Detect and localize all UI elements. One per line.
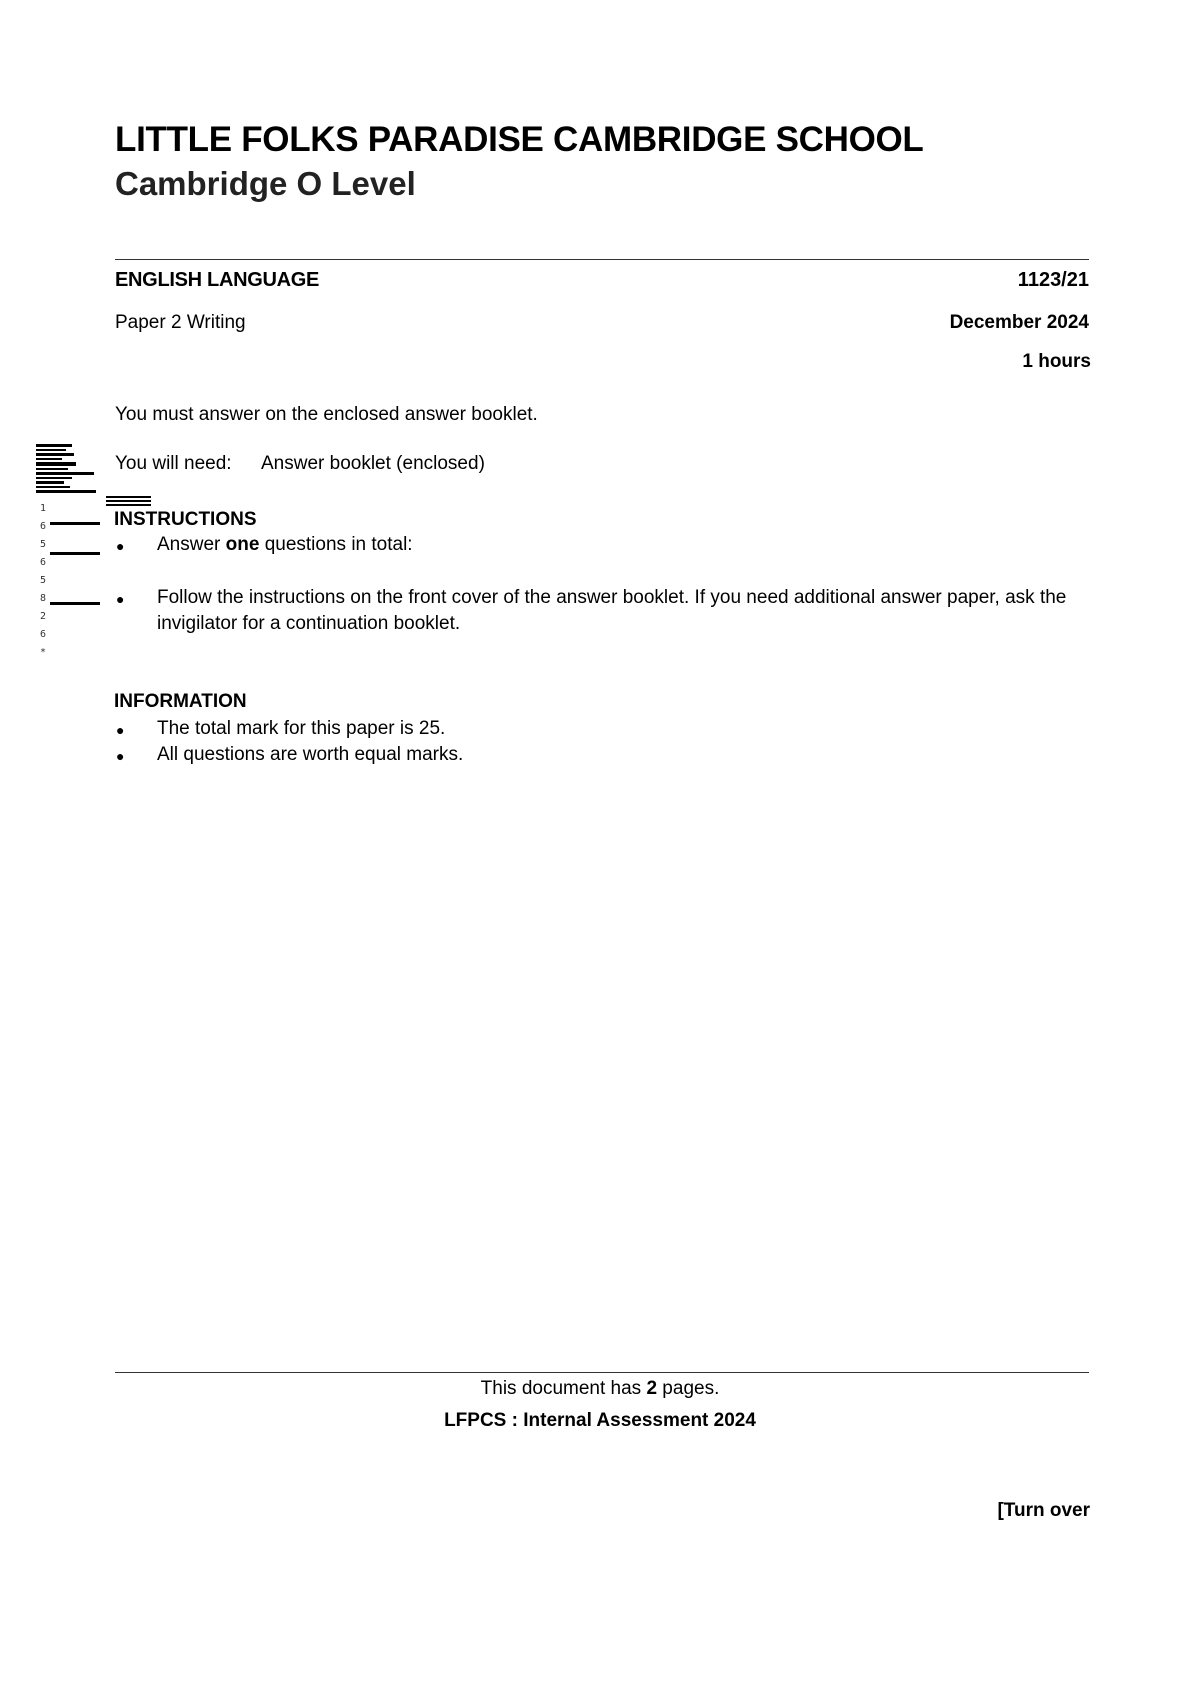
instruction-item-1: Answer one questions in total: bbox=[157, 534, 413, 555]
answer-note: You must answer on the enclosed answer booklet. bbox=[115, 404, 538, 425]
bullet-icon: ● bbox=[116, 722, 125, 738]
need-label: You will need: bbox=[115, 453, 232, 474]
school-name: LITTLE FOLKS PARADISE CAMBRIDGE SCHOOL bbox=[115, 120, 924, 159]
instructions-heading: INSTRUCTIONS bbox=[114, 509, 257, 530]
information-item-2: All questions are worth equal marks. bbox=[157, 744, 464, 765]
bullet-icon: ● bbox=[116, 591, 125, 607]
exam-date: December 2024 bbox=[949, 312, 1089, 333]
paper-code: 1123/21 bbox=[1017, 269, 1089, 291]
instruction-item-2: Follow the instructions on the front cover of the answer booklet. If you need additional answer paper, ask the invigilator for a continuation booklet. bbox=[157, 587, 1067, 634]
information-item-1: The total mark for this paper is 25. bbox=[157, 718, 446, 739]
bottom-divider bbox=[115, 1372, 1089, 1373]
top-divider bbox=[115, 259, 1089, 260]
turn-over-label: [Turn over bbox=[997, 1500, 1090, 1521]
paper-name: Paper 2 Writing bbox=[115, 312, 246, 333]
exam-level: Cambridge O Level bbox=[115, 165, 416, 202]
assessment-label: LFPCS : Internal Assessment 2024 bbox=[444, 1410, 756, 1431]
bullet-icon: ● bbox=[116, 538, 125, 554]
barcode-digits: 1 6 5 6 5 8 2 6 * bbox=[40, 503, 47, 658]
information-heading: INFORMATION bbox=[114, 691, 247, 712]
exam-duration: 1 hours bbox=[1022, 351, 1091, 372]
page-count-note: This document has 2 pages. bbox=[480, 1378, 720, 1399]
bullet-icon: ● bbox=[116, 748, 125, 764]
barcode-graphic bbox=[106, 496, 151, 512]
need-value: Answer booklet (enclosed) bbox=[261, 453, 485, 474]
subject-title: ENGLISH LANGUAGE bbox=[115, 269, 320, 291]
